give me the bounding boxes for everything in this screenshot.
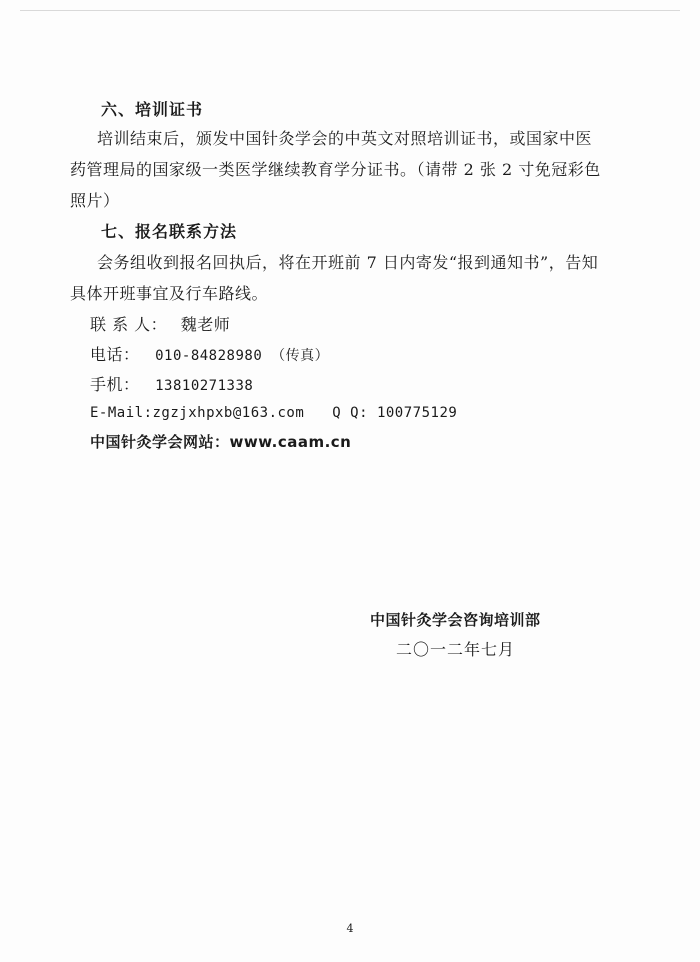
contact-person-label: 联 系 人：: [90, 315, 168, 334]
scan-edge-line: [20, 10, 680, 11]
signature-organization: 中国针灸学会咨询培训部: [370, 611, 541, 629]
contact-phone-label: 电话：: [90, 345, 140, 364]
contact-phone-value: 010-84828980 （传真）: [155, 348, 330, 364]
section-7-paragraph-line-2: 具体开班事宜及行车路线。: [70, 284, 269, 303]
contact-email-row: [90, 403, 457, 423]
section-6-paragraph-line-1: 培训结束后，颁发中国针灸学会的中英文对照培训证书，或国家中医: [97, 129, 593, 148]
contact-mobile-row: [90, 375, 253, 396]
section-6-paragraph-line-3: 照片）: [70, 191, 120, 210]
contact-email: E-Mail:zgzjxhpxb@163.com: [90, 405, 305, 421]
contact-qq: Q Q: 100775129: [332, 405, 458, 421]
section-6-paragraph-line-2: 药管理局的国家级一类医学继续教育学分证书。（请带 2 张 2 寸免冠彩色: [70, 160, 601, 179]
section-7-paragraph-line-1: 会务组收到报名回执后，将在开班前 7 日内寄发“报到通知书”，告知: [97, 253, 599, 272]
contact-phone-row: [90, 345, 329, 366]
contact-person-value: 魏老师: [180, 315, 231, 334]
website-row: [90, 432, 351, 452]
section-7-heading: 七、报名联系方法: [101, 222, 238, 241]
contact-person-row: [90, 315, 230, 335]
website-label: 中国针灸学会网站：: [90, 433, 230, 451]
contact-mobile-label: 手机：: [90, 375, 140, 394]
section-6-heading: 六、培训证书: [101, 100, 204, 119]
signature-date: 二〇一二年七月: [396, 640, 516, 659]
website-link[interactable]: www.caam.cn: [229, 433, 352, 451]
page-number: 4: [346, 922, 354, 935]
contact-mobile-value: 13810271338: [155, 378, 254, 394]
